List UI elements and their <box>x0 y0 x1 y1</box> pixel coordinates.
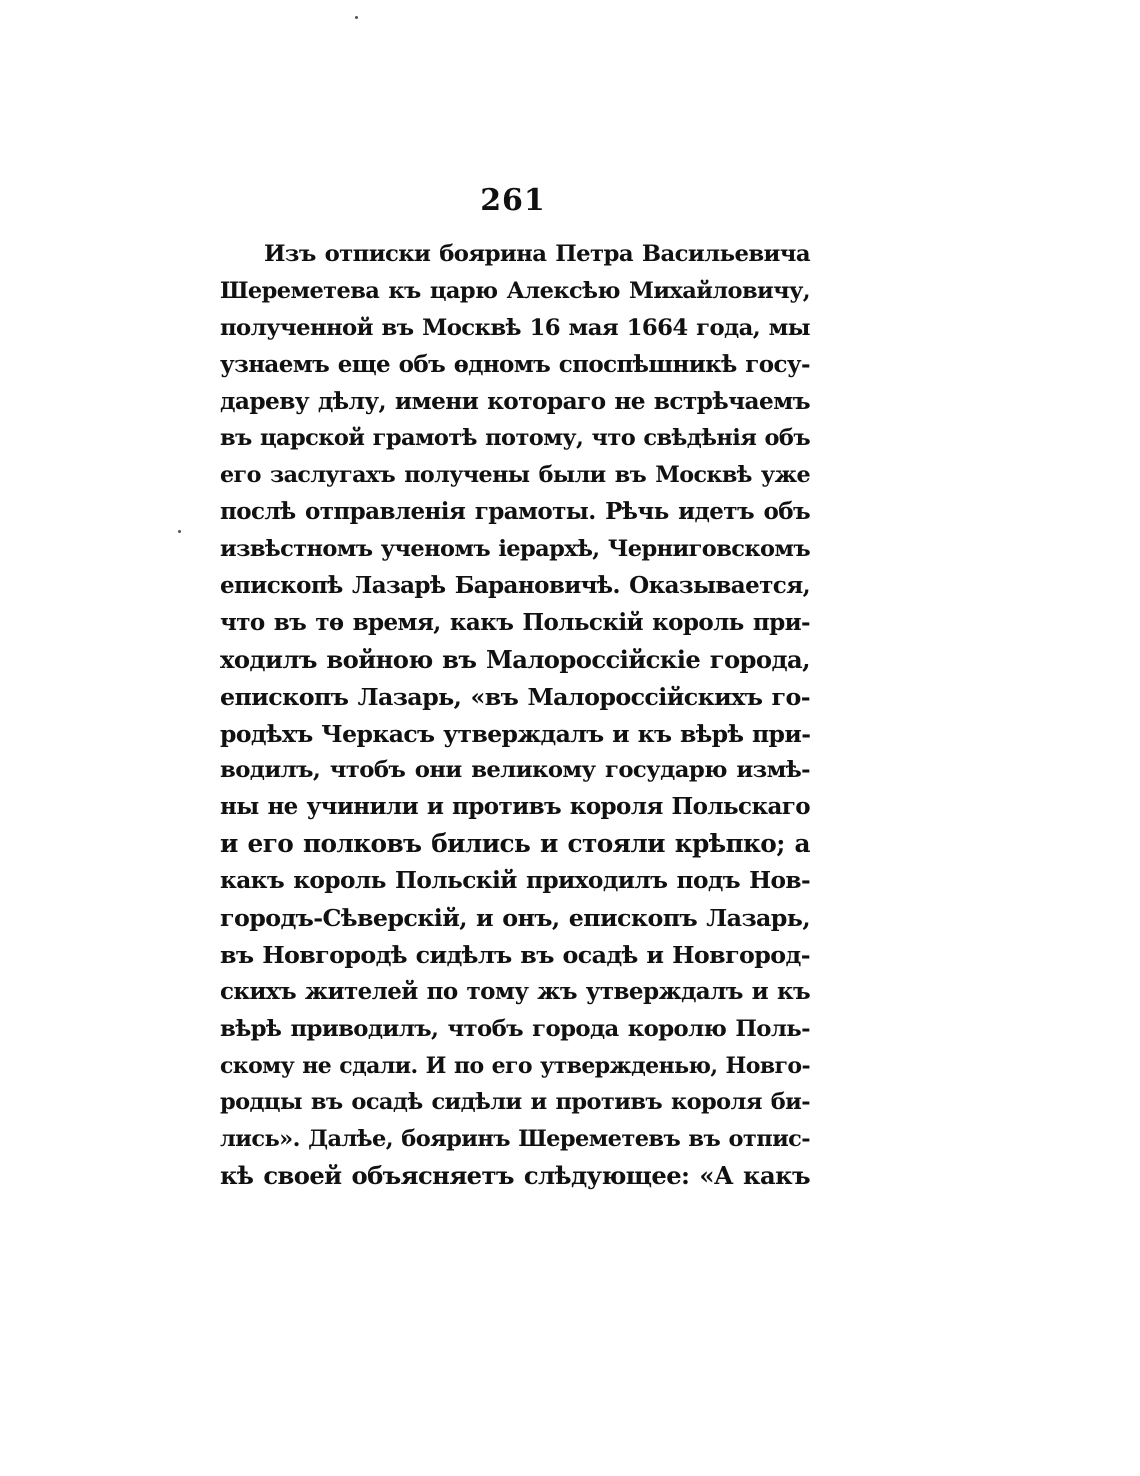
text-line: что въ тѳ время, какъ Польскій король при- <box>220 608 810 636</box>
text-line: городъ-Сѣверскій, и онъ, епископъ Лазарь, <box>220 904 810 933</box>
text-line: Изъ отписки боярина Петра Васильевича <box>264 241 810 267</box>
text-line: лись». Далѣе, бояринъ Шереметевъ въ отпис- <box>220 1126 810 1153</box>
text-line: вѣрѣ приводилъ, чтобъ города королю Поль- <box>220 1015 810 1042</box>
scan-speck <box>355 16 358 19</box>
text-line: узнаемъ еще объ ѳдномъ споспѣшникѣ госу- <box>220 350 810 378</box>
page-number: 261 <box>480 183 546 218</box>
text-line: его заслугахъ получены были въ Москвѣ уже <box>220 462 810 489</box>
body-text <box>220 236 810 1195</box>
text-line: родѣхъ Черкасъ утверждалъ и къ вѣрѣ при- <box>220 719 811 748</box>
text-line: извѣстномъ ученомъ іерархѣ, Черниговскомъ <box>220 536 810 563</box>
text-line: кѣ своей объясняетъ слѣдующее: «А какъ <box>220 1161 810 1191</box>
text-line: какъ король Польскій приходилъ подъ Нов- <box>220 867 810 895</box>
text-line: водилъ, чтобъ они великому государю измѣ- <box>220 757 810 784</box>
text-line: родцы въ осадѣ сидѣли и противъ короля би- <box>220 1089 810 1116</box>
text-line: ны не учинили и противъ короля Польскаго <box>220 793 810 821</box>
scan-speck <box>178 530 181 533</box>
text-line: послѣ отправленія грамоты. Рѣчь идетъ объ <box>220 498 810 526</box>
text-line: въ царской грамотѣ потому, что свѣдѣнія объ <box>220 425 810 452</box>
text-line: епископъ Лазарь, «въ Малороссійскихъ го- <box>220 682 810 711</box>
text-line: ходилъ войною въ Малороссійскіе города, <box>220 644 810 674</box>
text-line: Шереметева къ царю Алексѣю Михайловичу, <box>220 277 810 304</box>
text-line: скихъ жителей по тому жъ утверждалъ и къ <box>220 977 810 1005</box>
text-line: и его полковъ бились и стояли крѣпко; а <box>220 829 810 859</box>
text-line: дареву дѣлу, имени котораго не встрѣчаемъ <box>220 387 810 415</box>
text-line: въ Новгородѣ сидѣлъ въ осадѣ и Новгород- <box>220 940 810 969</box>
text-line: полученной въ Москвѣ 16 мая 1664 года, мы <box>220 314 810 341</box>
text-line: епископѣ Лазарѣ Барановичѣ. Оказывается, <box>220 572 810 600</box>
text-line: скому не сдали. И по его утвержденью, Новго- <box>220 1052 810 1079</box>
